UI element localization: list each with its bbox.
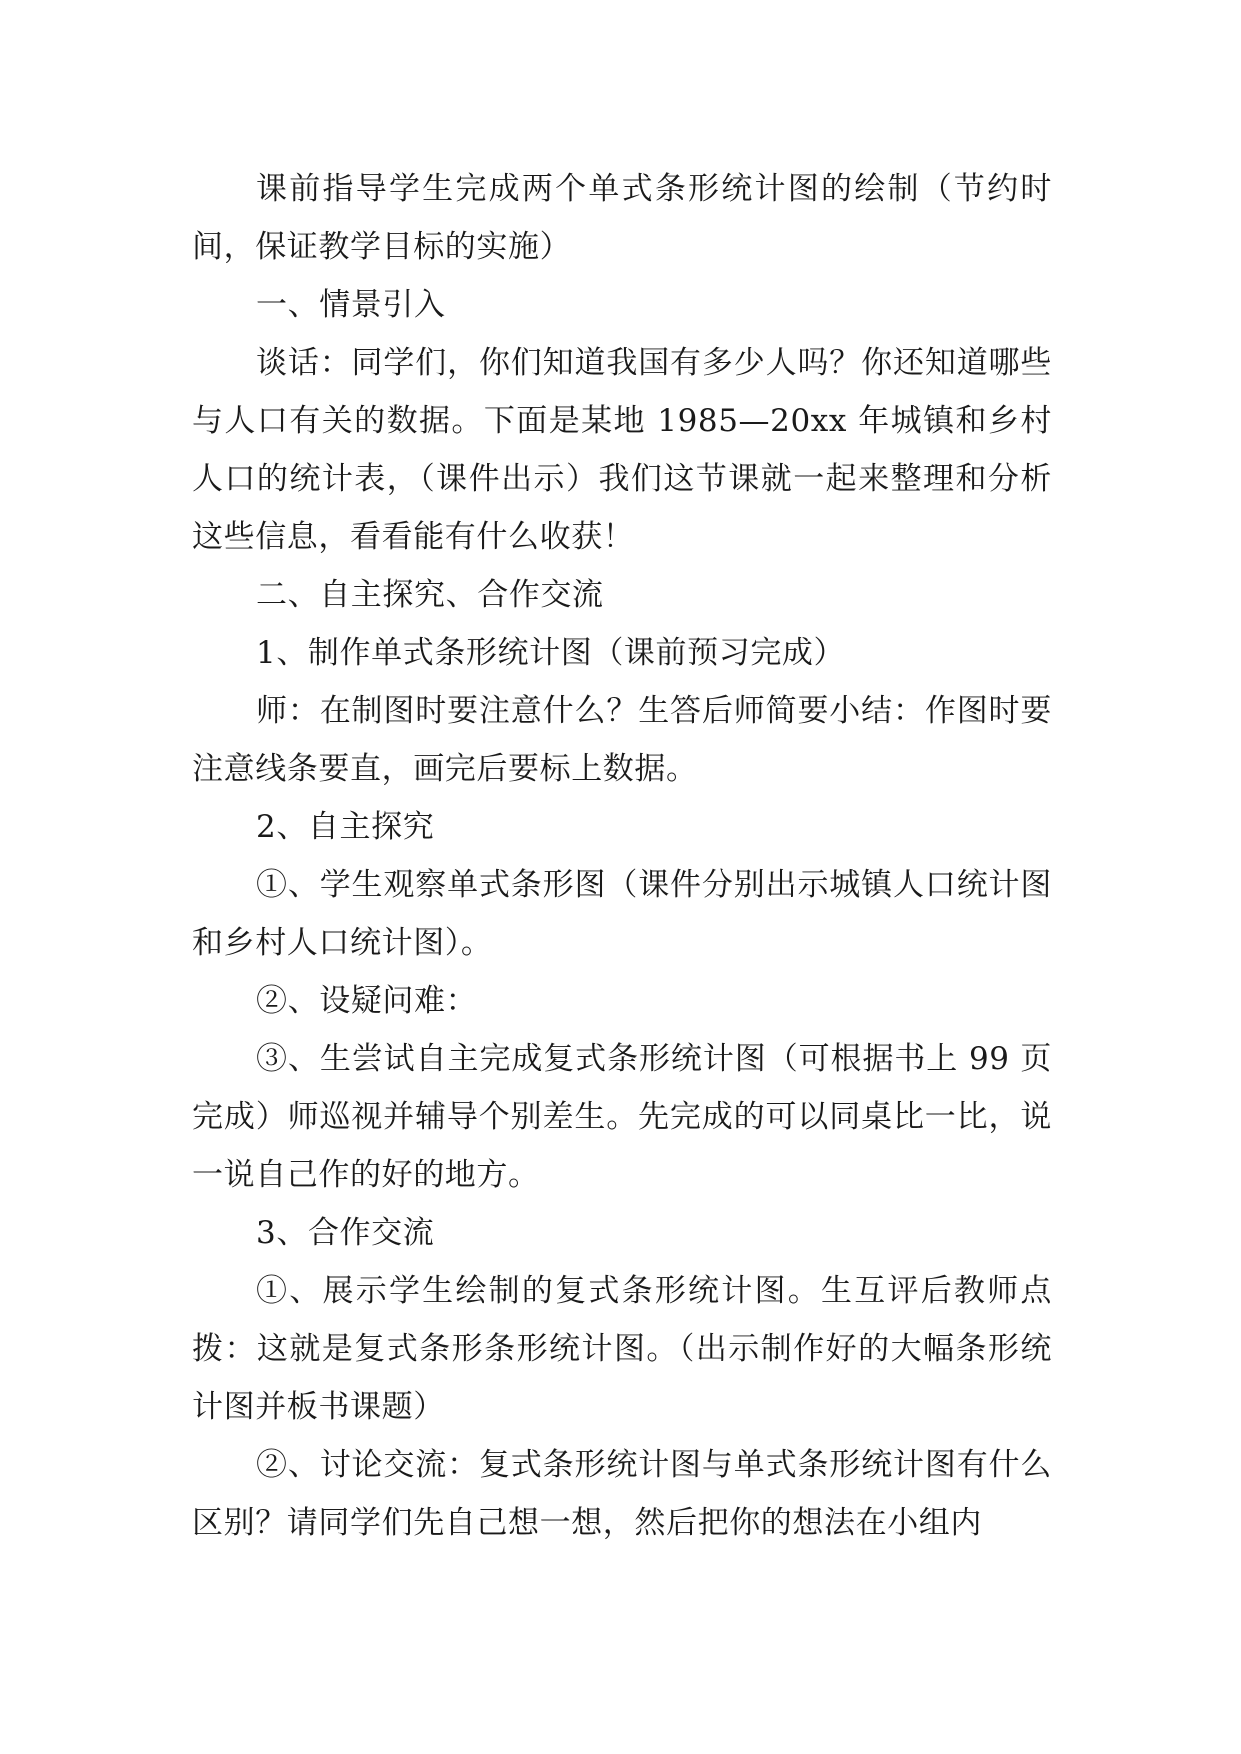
paragraph-attempt: ③、生尝试自主完成复式条形统计图（可根据书上 99 页完成）师巡视并辅导个别差生。先完成的可以同桌比一比，说一说自己作的好的地方。 <box>192 1041 1052 1193</box>
paragraph-question: ②、设疑问难： <box>256 983 478 1019</box>
heading-step-1: 1、制作单式条形统计图（课前预习完成） <box>256 635 846 671</box>
paragraph-discussion: ②、讨论交流：复式条形统计图与单式条形统计图有什么区别？请同学们先自己想一想，然后把你的想法在小组内 <box>192 1447 1052 1541</box>
heading-step-2: 2、自主探究 <box>256 809 435 845</box>
paragraph-display: ①、展示学生绘制的复式条形统计图。生互评后教师点拨：这就是复式条形条形统计图。（出示制作好的大幅条形统计图并板书课题） <box>192 1273 1052 1425</box>
paragraph-teacher-summary: 师：在制图时要注意什么？生答后师简要小结：作图时要注意线条要直，画完后要标上数据。 <box>192 693 1052 787</box>
paragraph-observe: ①、学生观察单式条形图（课件分别出示城镇人口统计图和乡村人口统计图）。 <box>192 867 1052 961</box>
document-body <box>192 160 1052 1552</box>
paragraph-dialogue: 谈话：同学们，你们知道我国有多少人吗？你还知道哪些与人口有关的数据。下面是某地 1985—20xx 年城镇和乡村人口的统计表，（课件出示）我们这节课就一起来整理和分析这些信息，看看能有什么收获！ <box>192 345 1052 555</box>
heading-scenario-intro: 一、情景引入 <box>256 287 446 323</box>
heading-explore-exchange: 二、自主探究、合作交流 <box>256 577 604 613</box>
heading-step-3: 3、合作交流 <box>256 1215 435 1251</box>
paragraph-intro-note: 课前指导学生完成两个单式条形统计图的绘制（节约时间，保证教学目标的实施） <box>192 171 1052 265</box>
